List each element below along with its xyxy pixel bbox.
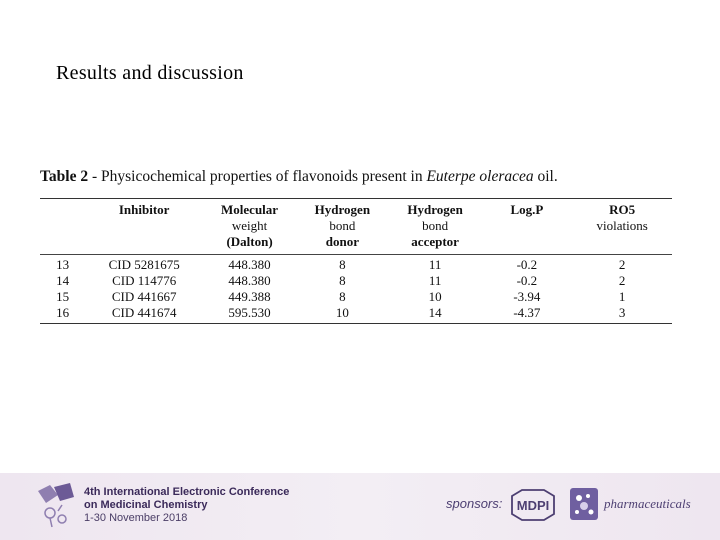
table-row	[40, 255, 672, 274]
species-name: Euterpe oleracea	[426, 168, 534, 185]
table-cell: 8	[339, 273, 346, 288]
table-cell: CID 441667	[111, 289, 177, 304]
properties-table	[40, 198, 672, 324]
header-inhibitor	[85, 199, 203, 255]
table-row	[40, 273, 672, 289]
table-cell: 11	[428, 273, 442, 288]
table-cell: CID 441674	[85, 305, 203, 324]
mdpi-logo	[510, 488, 556, 522]
header-label: violations	[596, 218, 648, 233]
header-label: acceptor	[411, 234, 459, 249]
table-cell: 8	[339, 289, 346, 304]
table-cell: -4.37	[482, 305, 573, 324]
table-cell: -3.94	[513, 289, 541, 304]
conference-title-line1: 4th International Electronic Conference	[84, 486, 290, 498]
header-label: RO5	[609, 202, 636, 217]
header-label: donor	[325, 234, 359, 249]
svg-text:MDPI: MDPI	[516, 498, 550, 513]
header-logp	[482, 199, 573, 255]
table-cell: 14	[56, 273, 70, 288]
conference-footer	[0, 473, 720, 540]
table-cell: 10	[296, 305, 389, 324]
table-cell: 14	[389, 305, 482, 324]
conference-date: 1-30 November 2018	[84, 512, 188, 524]
header-label: bond	[329, 218, 356, 233]
table-cell: 15	[56, 289, 70, 304]
header-hbond-acceptor	[389, 199, 482, 255]
table-cell: CID 5281675	[108, 257, 180, 272]
table-cell: -0.2	[516, 273, 538, 288]
table-cell: 3	[572, 305, 672, 324]
table-cell: 2	[618, 257, 626, 272]
header-label: Log.P	[510, 202, 544, 217]
slide-heading: Results and discussion	[56, 62, 244, 84]
header-label: Hydrogen	[407, 202, 463, 217]
header-label: weight	[231, 218, 268, 233]
table-cell: 11	[428, 257, 442, 272]
header-molecular-weight	[203, 199, 296, 255]
header-index	[40, 199, 85, 255]
header-label: Hydrogen	[314, 202, 371, 217]
table-row	[40, 305, 672, 324]
table-cell: CID 114776	[112, 273, 177, 288]
table-cell: 1	[618, 289, 626, 304]
header-label: Inhibitor	[118, 202, 170, 217]
table-caption	[40, 168, 680, 186]
conference-info	[84, 486, 289, 525]
caption-text: - Physicochemical properties of flavonoids present in	[88, 168, 427, 185]
conference-logo-icon	[36, 483, 76, 529]
table-cell: 13	[56, 257, 70, 272]
table-cell: 595.530	[203, 305, 296, 324]
table-cell: 8	[339, 257, 346, 272]
table-cell: 448.380	[228, 257, 271, 272]
caption-end: oil.	[533, 168, 558, 185]
table-row	[40, 289, 672, 305]
conference-title-line2: on Medicinal Chemistry	[84, 499, 208, 511]
pharmaceuticals-logo-icon	[568, 486, 600, 522]
table-cell: 16	[40, 305, 85, 324]
header-label: bond	[422, 218, 449, 233]
table-cell: 448.380	[228, 273, 271, 288]
table-header-row	[40, 199, 672, 255]
table-cell: 449.388	[228, 289, 271, 304]
sponsors-label: sponsors:	[446, 496, 503, 511]
table-cell: 2	[618, 273, 626, 288]
header-hbond-donor	[296, 199, 389, 255]
table-cell: 10	[428, 289, 442, 304]
table-cell: -0.2	[516, 257, 538, 272]
pharmaceuticals-label: pharmaceuticals	[604, 496, 691, 511]
header-label: Molecular	[221, 202, 279, 217]
header-ro5	[572, 199, 672, 255]
header-label: (Dalton)	[226, 234, 273, 249]
table-label: Table 2	[40, 168, 89, 185]
